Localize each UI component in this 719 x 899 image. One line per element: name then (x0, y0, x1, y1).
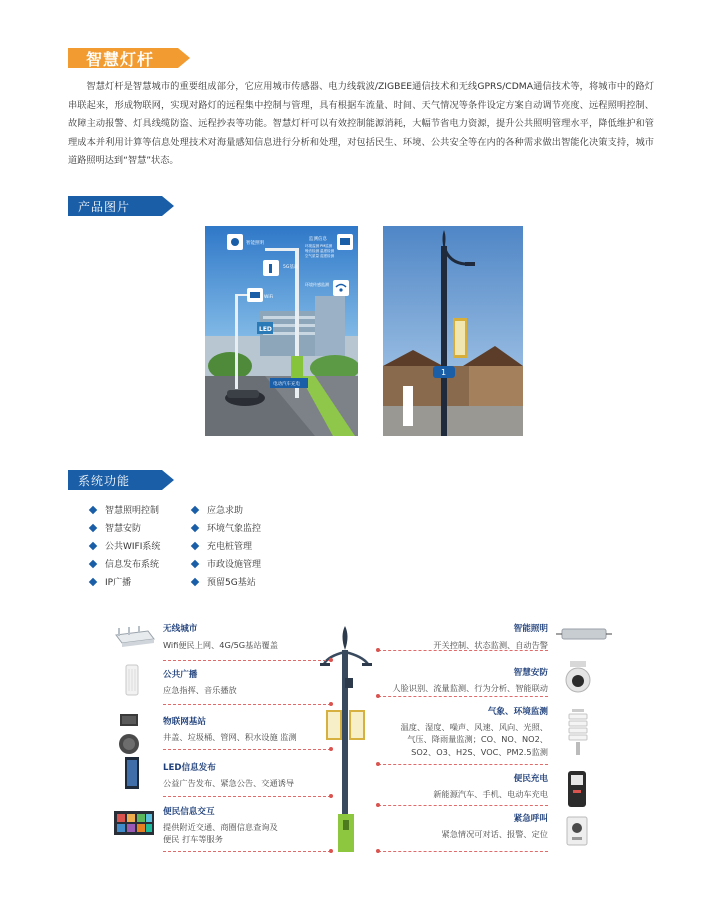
connector-line (163, 660, 331, 661)
feature-item (192, 520, 302, 535)
feature-item (192, 538, 302, 553)
diagram-item-title: 无线城市 (163, 624, 198, 634)
diagram-item-desc: 新能源汽车、手机、电动车充电 (433, 789, 548, 799)
smart-pole-photo (383, 226, 523, 436)
diagram-item-desc: SO2、O3、H2S、VOC、PM2.5监测 (411, 746, 548, 757)
connector-line (378, 650, 548, 651)
diagram-item-desc: 温度、湿度、噪声、风速、风向、光照、 (400, 722, 548, 732)
photo-info: 环境监测 PM监测 (305, 244, 333, 248)
smart-pole-diagram (318, 620, 378, 860)
iot-sensor-icon (116, 712, 142, 756)
diagram-item-desc: 提供附近交通、商圈信息查询及 (163, 822, 278, 832)
diagram-item-title: 紧急呼叫 (513, 814, 548, 824)
diagram-item-title: 物联网基站 (163, 717, 206, 727)
diagram-item-emergency-call (378, 813, 548, 840)
diagram-item-title: LED信息发布 (163, 763, 216, 773)
lighting-icon (227, 234, 243, 250)
connector-dot (329, 702, 333, 706)
photo-label: 智能照明 (246, 241, 264, 246)
feature-item (192, 502, 302, 517)
photo-label: 环境传感监测 (305, 282, 329, 287)
diagram-item-title: 智慧安防 (513, 668, 548, 678)
diagram-item-desc: 便民 打车等服务 (163, 834, 223, 845)
diamond-bullet-icon (191, 523, 199, 531)
diagram-item-desc: 人脸识别、流量监测、行为分析、智能联动 (392, 683, 548, 693)
feature-item (90, 556, 178, 571)
photo-label: 监测信息 (309, 237, 327, 242)
diagram-item-smart-security (378, 667, 548, 694)
diagram-item-iot-base-station (163, 716, 323, 743)
photo-label: LED (259, 326, 272, 333)
page-title-tag (68, 48, 190, 68)
feature-label: 信息发布系统 (105, 560, 160, 570)
feature-item (90, 520, 178, 535)
diagram-item-title: 便民充电 (513, 774, 548, 784)
section-tag-product-images (68, 196, 174, 216)
diagram-item-led-info (163, 762, 323, 789)
sign-number: 1 (441, 368, 447, 377)
diagram-item-desc: 开关控制、状态监测、自动告警 (433, 640, 548, 650)
diagram-item-smart-lighting (378, 623, 548, 651)
feature-item (90, 538, 178, 553)
connector-line (378, 764, 548, 765)
feature-item (192, 574, 302, 589)
intro-paragraph: 智慧灯杆是智慧城市的重要组成部分，它应用城市传感器、电力线载波/ZIGBEE通信技术和无线GPRS/CDMA通信技术等，将城市中的路灯串联起来，形成物联网，实现对路灯的远程集中控制与管理，具有根据车流量、时间、天气情况等条件设定方案自动调节亮度、远程照明控制、故障主动报警、灯具线缆防盗、远程抄表等功能。智慧灯杆可以有效控制能源消耗，大幅节省电力资源，提升公共照明管理水平，降低维护和管理成本并利用计算等信息处理技术对海量感知信息进行分析和处理，对包括民生、环境、公共安全等在内的各种需求做出智能化决策支持，城市道路照明达到“智慧”状态。 (68, 81, 654, 167)
photo-label: WiFi (264, 295, 274, 300)
ev-charger-icon (566, 770, 588, 808)
diagram-item-title: 气象、环境监测 (487, 707, 548, 717)
connector-line (163, 749, 331, 750)
section-title: 系统功能 (78, 473, 131, 488)
wifi-icon (333, 280, 349, 296)
smart-city-street-illustration (205, 226, 358, 436)
feature-label: IP广播 (105, 578, 132, 588)
connector-dot (376, 762, 380, 766)
connector-dot (376, 648, 380, 652)
diamond-bullet-icon (191, 505, 199, 513)
connector-dot (329, 658, 333, 662)
connector-line (163, 851, 331, 852)
feature-list (90, 502, 302, 589)
diamond-bullet-icon (89, 505, 97, 513)
diagram-item-title: 便民信息交互 (163, 807, 215, 817)
diagram-item-desc: Wifi便民上网、4G/5G基站覆盖 (163, 640, 278, 650)
speaker-icon (124, 664, 140, 696)
security-camera-icon (564, 660, 592, 696)
monitor-icon (337, 234, 353, 250)
connector-dot (376, 849, 380, 853)
connector-dot (329, 794, 333, 798)
connector-line (163, 704, 331, 705)
diagram-item-weather-monitoring (378, 706, 548, 758)
diamond-bullet-icon (89, 577, 97, 585)
feature-label: 环境气象监控 (207, 524, 262, 534)
5g-antenna-icon (263, 260, 279, 276)
feature-label: 充电桩管理 (207, 542, 253, 552)
connector-line (163, 796, 331, 797)
diagram-item-wireless-city (163, 623, 323, 651)
diagram-item-desc: 紧急情况可对话、报警、定位 (441, 829, 548, 839)
feature-label: 应急求助 (207, 506, 244, 516)
section-tag-system-functions (68, 470, 174, 490)
lighting-controller-icon (556, 625, 612, 643)
camera-icon (247, 288, 263, 302)
connector-line (378, 805, 548, 806)
diagram-item-desc: 气压、降雨量监测；CO、NO、NO2、 (407, 734, 548, 745)
diagram-item-charging (378, 773, 548, 800)
connector-dot (329, 747, 333, 751)
info-kiosk-screen-icon (113, 810, 155, 836)
feature-label: 智慧照明控制 (105, 506, 160, 516)
smart-pole-illustration (383, 226, 523, 436)
diamond-bullet-icon (191, 577, 199, 585)
connector-dot (376, 694, 380, 698)
diamond-bullet-icon (191, 559, 199, 567)
diagram-item-title: 公共广播 (163, 670, 198, 680)
diamond-bullet-icon (191, 541, 199, 549)
connector-dot (329, 849, 333, 853)
connector-line (378, 851, 548, 852)
photo-info: 空气质量 湿度检测 (305, 254, 335, 258)
diagram-item-desc: 井盖、垃圾桶、管网、积水设施 监测 (163, 732, 297, 742)
led-display-icon (124, 756, 140, 790)
feature-label: 预留5G基站 (207, 578, 256, 588)
diamond-bullet-icon (89, 559, 97, 567)
feature-label: 智慧安防 (105, 524, 142, 534)
photo-label: 5G基站 (283, 265, 299, 270)
diagram-item-desc: 应急指挥、音乐播放 (163, 685, 237, 695)
feature-item (90, 574, 178, 589)
smart-city-street-photo (205, 226, 358, 436)
emergency-call-icon (566, 816, 588, 846)
wifi-router-icon (112, 625, 156, 649)
feature-label: 公共WIFI系统 (105, 542, 161, 552)
feature-item (192, 556, 302, 571)
weather-station-icon (566, 708, 590, 756)
diagram-item-desc: 公益广告发布、紧急公告、交通诱导 (163, 778, 295, 788)
diagram-item-info-interaction (163, 806, 323, 846)
diagram-item-title: 智能照明 (513, 624, 548, 634)
photo-info: 噪音检测 温度检测 (305, 249, 335, 253)
feature-item (90, 502, 178, 517)
page-title: 智慧灯杆 (86, 49, 155, 69)
feature-label: 市政设施管理 (207, 560, 262, 570)
diamond-bullet-icon (89, 523, 97, 531)
diagram-item-public-broadcast (163, 669, 323, 696)
connector-dot (376, 803, 380, 807)
photo-label: 电动汽车充电 (273, 382, 300, 387)
section-title: 产品图片 (78, 199, 131, 214)
connector-line (378, 696, 548, 697)
diamond-bullet-icon (89, 541, 97, 549)
